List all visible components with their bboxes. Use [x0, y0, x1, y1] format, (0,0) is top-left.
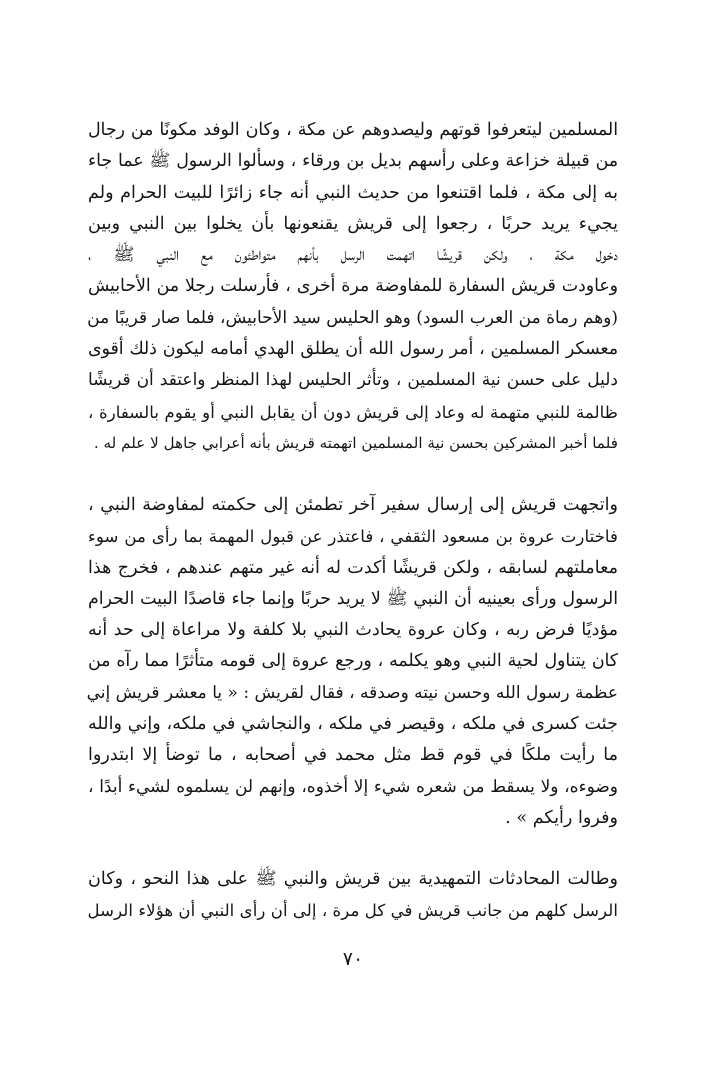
- text-line: من قبيلة خزاعة وعلى رأسهم بديل بن ورقاء ، وسألوا الرسول ﷺ عما جاء: [88, 151, 618, 172]
- paragraph: [88, 864, 618, 927]
- text-line: وطالت المحادثات التمهيدية بين قريش والنبي ﷺ على هذا النحو ، وكان: [88, 869, 618, 889]
- text-line: وضوءه، ولا يسقط من شعره شيء إلا أخذوه، وإنهم لن يسلموه لشيء أبدًا ،: [88, 776, 618, 797]
- page-number: ٧٠: [342, 948, 364, 970]
- text-line: وعاودت قريش السفارة للمفاوضة مرة أخرى ، فأرسلت رجلا من الأحابيش: [88, 276, 618, 297]
- text-line: معاملتهم لسابقه ، ولكن قريشًا أكدت له أنه غير متهم عندهم ، فخرج هذا: [88, 557, 618, 578]
- text-line: ظالمة للنبي متهمة له وعاد إلى قريش دون أن يقابل النبي أو يقوم بالسفارة ،: [88, 401, 618, 422]
- text-line: دخول مكة ، ولكن قريشًا اتهمت الرسل بأنهم متواطئون مع النبي ﷺ ،: [88, 245, 618, 266]
- text-line: فلما أخبر المشركين بحسن نية المسلمين اتهمته قريش بأنه أعرابي جاهل لا علم له .: [93, 433, 618, 452]
- text-line: الرسول ورأى بعينيه أن النبي ﷺ لا يريد حربًا وإنما جاء قاصدًا البيت الحرام: [88, 588, 618, 609]
- text-line: وفروا رأيكم » .: [505, 807, 618, 828]
- text-line: يجيء يريد حربًا ، رجعوا إلى قريش يقنعونها بأن يخلوا بين النبي وبين: [88, 213, 618, 234]
- text-line: فاختارت عروة بن مسعود الثقفي ، فاعتذر عن قبول المهمة بما رأى من سوء: [88, 526, 618, 547]
- text-line: واتجهت قريش إلى إرسال سفير آخر تطمئن إلى حكمته لمفاوضة النبي ،: [88, 495, 618, 515]
- text-line: جئت كسرى في ملكه ، وقيصر في ملكه ، والنجاشي في ملكه، وإني والله: [88, 714, 618, 735]
- text-line: معسكر المسلمين ، أمر رسول الله أن يطلق الهدي أمامه ليكون ذلك أقوى: [88, 339, 618, 360]
- text-line: مؤديًا فرض ربه ، وكان عروة يحادث النبي بلا كلفة ولا مراعاة إلى حد أنه: [88, 620, 618, 641]
- text-line: (وهم رماة من العرب السود) وهو الحليس سيد الأحابيش، فلما صار قريبًا من: [87, 307, 618, 328]
- text-line: الرسل كلهم من جانب قريش في كل مرة ، إلى أن رأى النبي أن هؤلاء الرسل: [87, 900, 618, 921]
- paragraph: [88, 490, 618, 834]
- text-line: ما رأيت ملكًا في قوم قط مثل محمد في أصحابه ، ما توضأ إلا ابتدروا: [88, 745, 618, 766]
- paragraph: [88, 115, 618, 459]
- text-line: كان يتناول لحية النبي وهو يكلمه ، ورجع عروة إلى قومه متأثرًا مما رآه من: [88, 651, 618, 672]
- text-line: المسلمين ليتعرفوا قوتهم وليصدوهم عن مكة ، وكان الوفد مكونًا من رجال: [88, 120, 618, 140]
- text-line: دليل على حسن نية المسلمين ، وتأثر الحليس لهذا المنظر واعتقد أن قريشًا: [88, 370, 618, 391]
- text-line: به إلى مكة ، فلما اقتنعوا من حديث النبي أنه جاء زائرًا للبيت الحرام ولم: [88, 182, 618, 203]
- text-line: عظمة رسول الله وحسن نيته وصدقه ، فقال لقريش : « يا معشر قريش إني: [86, 682, 618, 703]
